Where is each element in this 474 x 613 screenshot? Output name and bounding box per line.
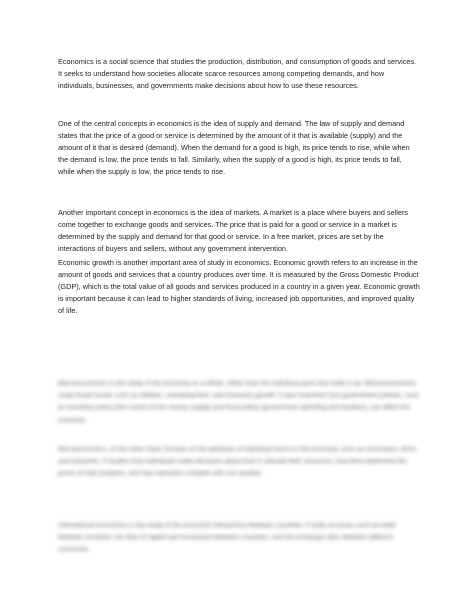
blurred-paragraph-macroeconomics: Macroeconomics is the study of the economy as a whole, rather than the individual parts that make it up. Macroeconomists study broad issues such as inflation, unemployment, and economic growth. It also examines how government policies, such as monetary policy (the control of the money supply) and fiscal policy (government spending and taxation), can affect the economy. <box>58 380 419 424</box>
paragraph-economic-growth: Economic growth is another important area of study in economics. Economic growth refers to an increase in the amount of goods and services that a country produces over time. It is measured by the Gross Domestic Product (GDP), which is the total value of all goods and services produced in a country in a given year. Economic growth is important because it can lead to higher standards of living, increased job opportunities, and improved quality of life. <box>58 258 420 315</box>
paragraph-markets: Another important concept in economics is the idea of markets. A market is a place where buyers and sellers come together to exchange goods and services. The price that is paid for a good or service in a market is determined by the supply and demand for that good or service. In a free market, prices are set by the interactions of buyers and sellers, without any government intervention. <box>58 208 409 253</box>
blurred-paragraph-microeconomics: Microeconomics, on the other hand, focuses on the behavior of individual actors in the economy, such as consumers, firms, and industries. It studies how individuals make decisions about how to allocate their resources, how firms determine the prices of their products, and how industries compete with one another. <box>58 446 418 478</box>
paragraph-economics-intro: Economics is a social science that studies the production, distribution, and consumption of goods and services. It seeks to understand how societies allocate scarce resources among competing demands, and how individuals, businesses, and governments make decisions about how to use these resources. <box>58 57 417 90</box>
paragraph-supply-demand: One of the central concepts in economics is the idea of supply and demand. The law of supply and demand states that the price of a good or service is determined by the amount of it that is available (supply) and the amount of it that is desired (demand). When the demand for a good is high, its price tends to rise, while when the demand is low, the price tends to fall. Similarly, when the supply of a good is high, its price tends to fall, while when the supply is low, the price tends to rise. <box>58 119 410 176</box>
blurred-paragraph-international-economics: International economics is the study of the economic interactions between countries. It looks at issues such as trade between countries, the flow of capital and investment between countries, and the exchange rates between different currencies. <box>58 522 396 554</box>
